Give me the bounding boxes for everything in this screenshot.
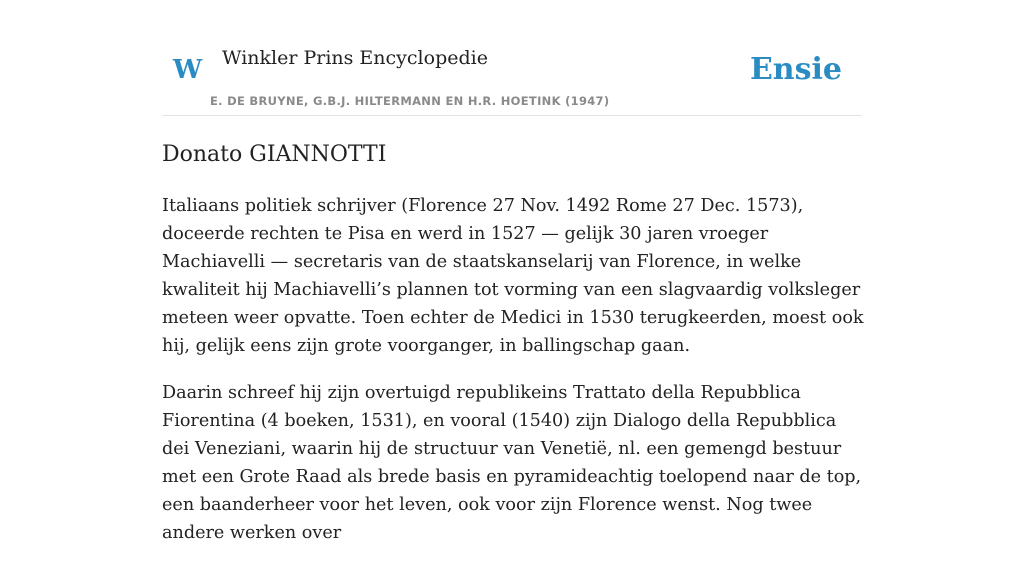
publication-title[interactable]: Winkler Prins Encyclopedie [222, 47, 488, 69]
publication-authors: E. DE BRUYNE, G.B.J. HILTERMANN EN H.R. HOETINK (1947) [210, 94, 610, 108]
site-header [162, 40, 862, 116]
ensie-brand-logo[interactable]: Ensie [749, 52, 842, 87]
article-paragraph: Italiaans politiek schrijver (Florence 27 Nov. 1492 Rome 27 Dec. 1573), doceerde rechten te Pisa en werd in 1527 — gelijk 30 jaren vroeger Machiavelli — secretaris van de staatskanselarij van Florence, in welke kwaliteit hij Machiavelli’s plannen tot vorming van een slagvaardig volksleger meteen weer opvatte. Toen echter de Medici in 1530 terugkeerden, moest ook hij, gelijk eens zijn grote voorganger, in ballingschap gaan. [162, 196, 864, 356]
article-title: Donato GIANNOTTI [162, 142, 387, 167]
article-body [162, 192, 864, 566]
article-paragraph: Daarin schreef hij zijn overtuigd republikeins Trattato della Repubblica Fiorentina (4 boeken, 1531), en vooral (1540) zijn Dialogo della Repubblica dei Veneziani, waarin hij de structuur van Venetië, nl. een gemengd bestuur met een Grote Raad als brede basis en pyramideachtig toelopend naar de top, een baanderheer voor het leven, ook voor zijn Florence wenst. Nog twee andere werken over [162, 383, 862, 543]
publication-logo-icon[interactable]: W [173, 55, 203, 85]
